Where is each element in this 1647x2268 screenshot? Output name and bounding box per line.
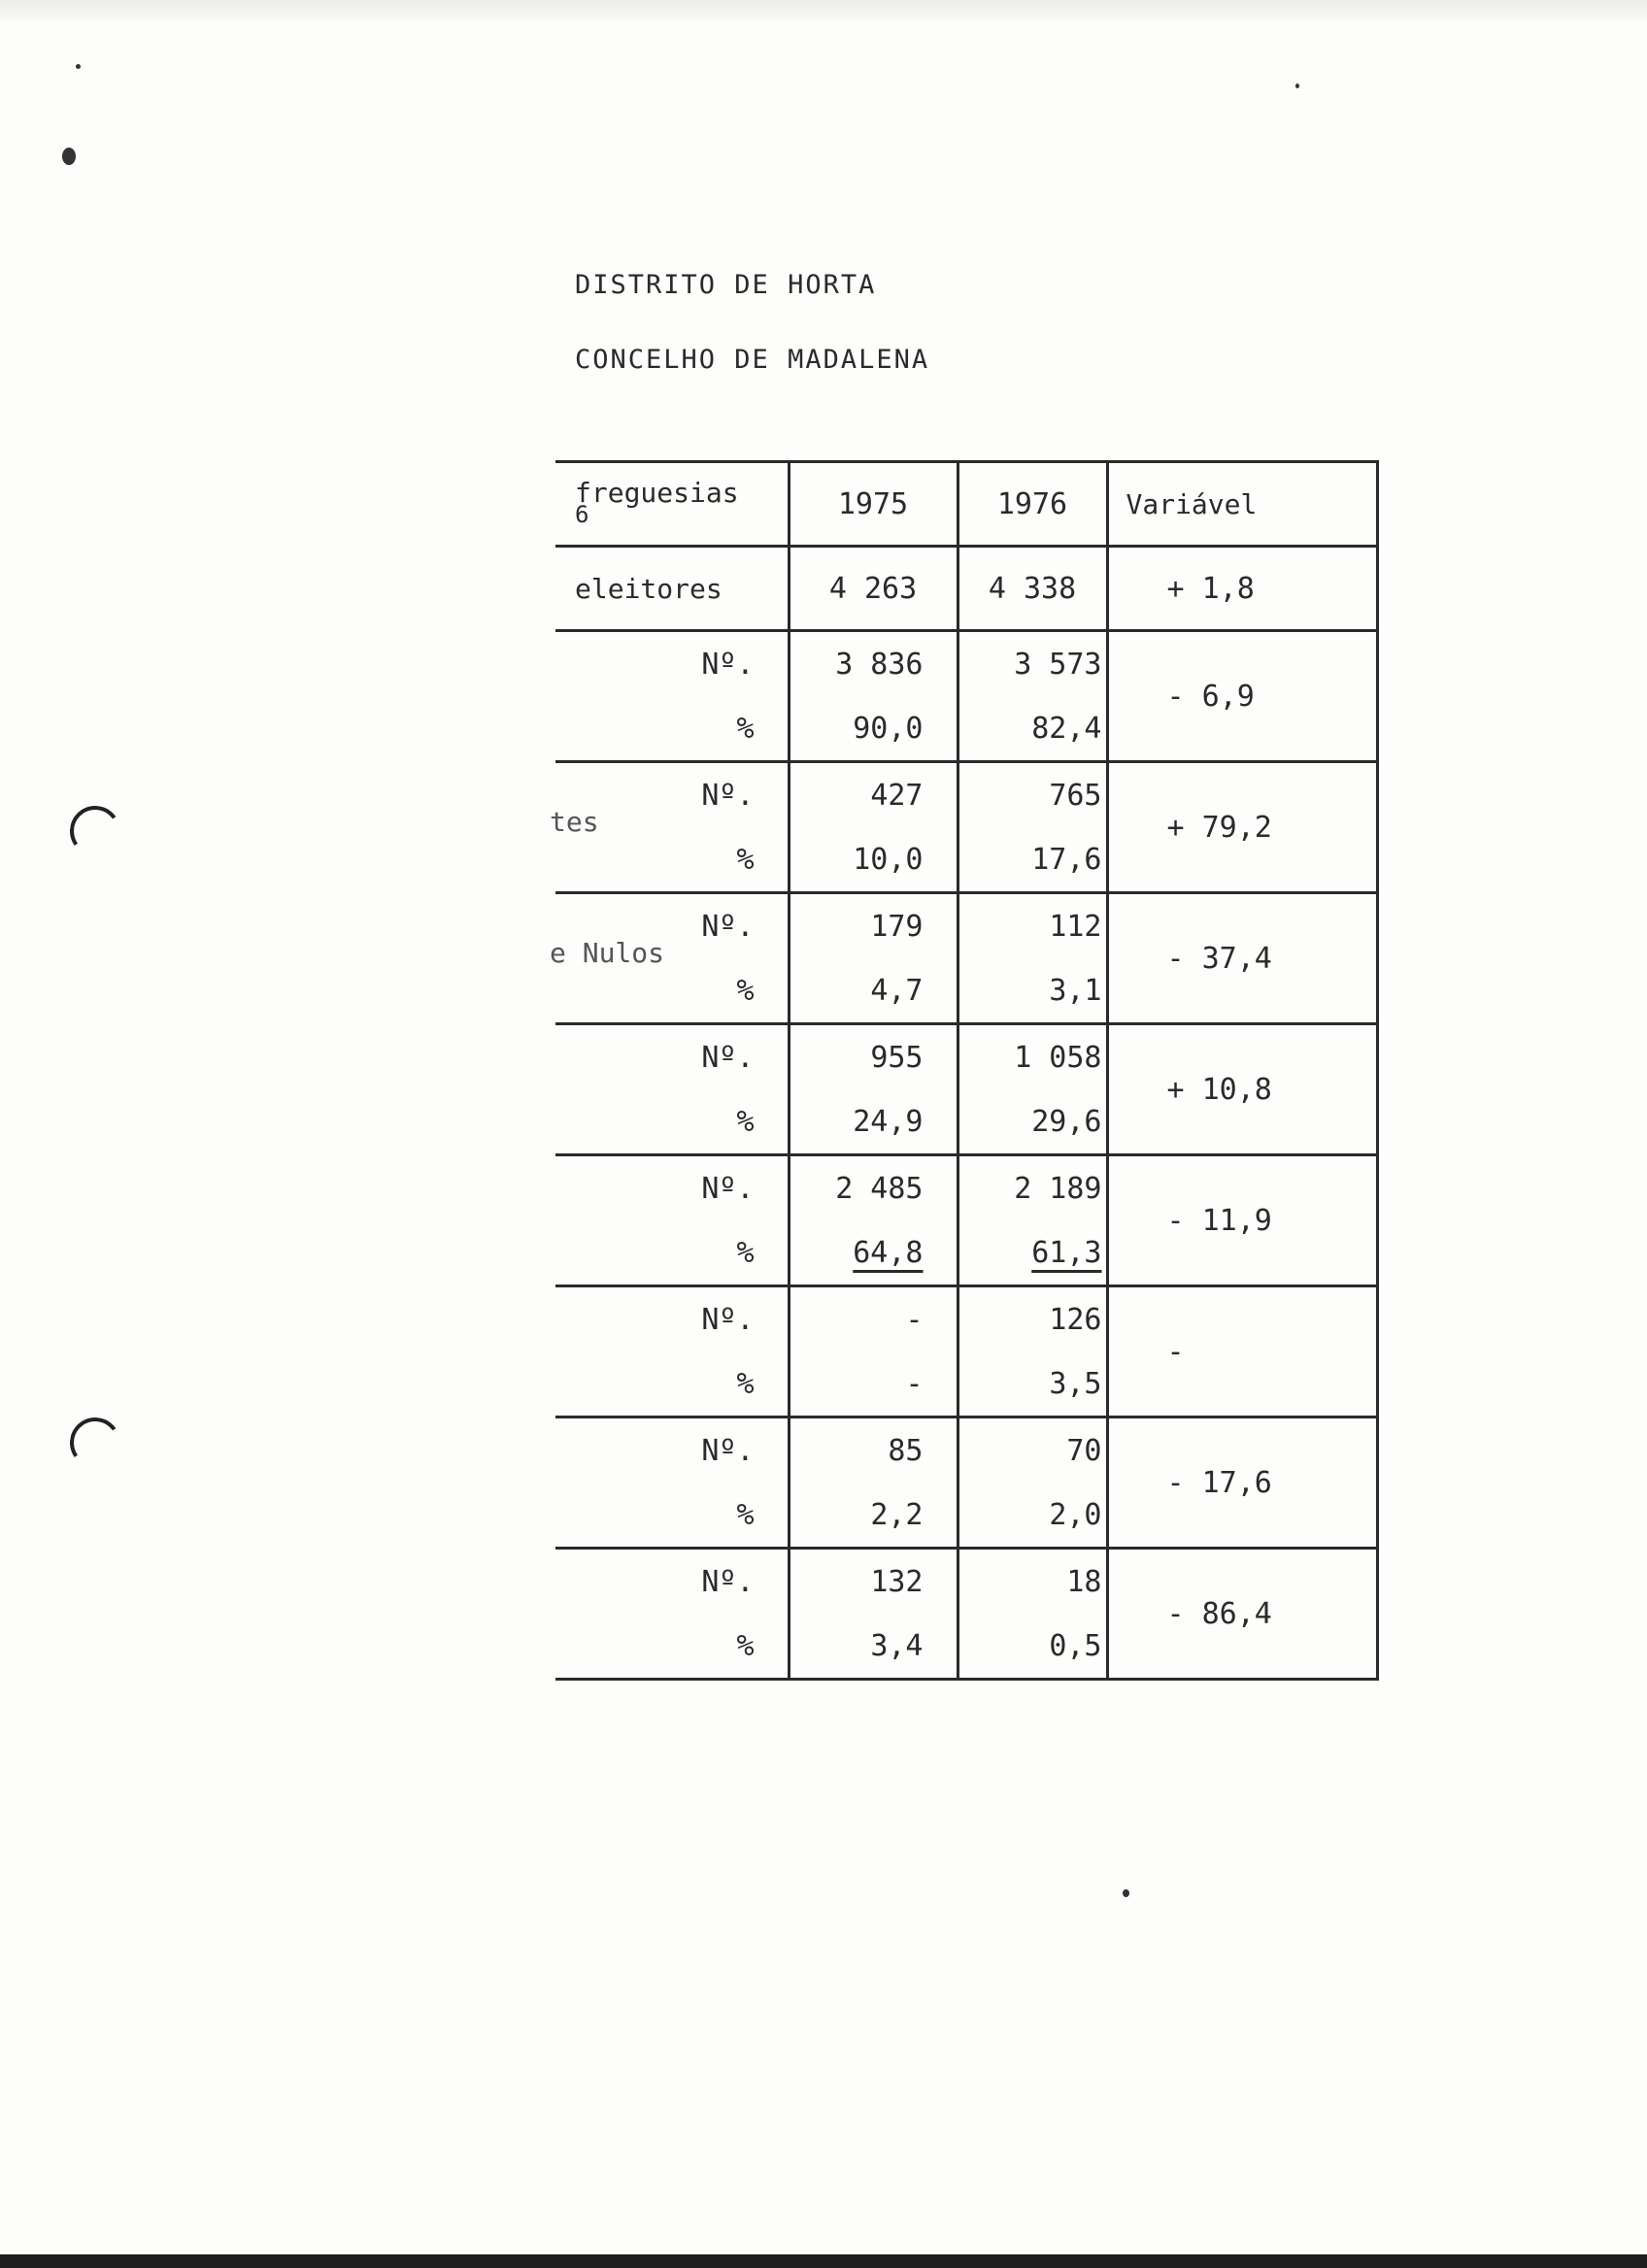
count-1976: 18 xyxy=(1066,1564,1102,1599)
count-1975: - xyxy=(905,1302,924,1337)
count-1975: 179 xyxy=(870,909,924,944)
ink-speck xyxy=(1123,1889,1129,1897)
count-1976: 765 xyxy=(1049,778,1102,813)
variation-value: - 6,9 xyxy=(1107,631,1377,762)
percent-1975: 10,0 xyxy=(853,842,924,877)
row-label-cell: Nº. % e Nulos xyxy=(555,893,789,1024)
row-unit-number: Nº. xyxy=(701,778,755,813)
row-unit-number: Nº. xyxy=(701,1040,755,1075)
row-unit-number: Nº. xyxy=(701,1302,755,1337)
ink-speck xyxy=(1295,83,1299,88)
values-1975 xyxy=(789,1155,958,1286)
count-1975: 85 xyxy=(888,1433,924,1468)
values-1975 xyxy=(789,631,958,762)
count-1976: 3 573 xyxy=(1014,647,1102,682)
variation-value: + 79,2 xyxy=(1107,762,1377,893)
values-1975 xyxy=(789,1549,958,1680)
percent-1975: 64,8 xyxy=(853,1235,924,1270)
percent-1976: 29,6 xyxy=(1031,1104,1102,1139)
count-1975: 3 836 xyxy=(835,647,924,682)
table-row xyxy=(555,1155,1377,1286)
election-results-table xyxy=(550,460,1379,1681)
percent-1975: - xyxy=(905,1366,924,1401)
row-label-cell xyxy=(555,1549,789,1680)
percent-1975: 3,4 xyxy=(870,1628,924,1663)
ink-speck xyxy=(62,148,76,165)
district-heading: DISTRITO DE HORTA xyxy=(575,270,877,300)
table-row xyxy=(555,631,1377,762)
table-row xyxy=(555,1549,1377,1680)
percent-1976: 0,5 xyxy=(1049,1628,1102,1663)
row-label-cell xyxy=(555,1024,789,1155)
column-header-label-text: freguesias xyxy=(575,477,739,509)
row-unit-number: Nº. xyxy=(701,1171,755,1206)
values-1976 xyxy=(958,762,1107,893)
values-1975 xyxy=(789,893,958,1024)
column-header-1976: 1976 xyxy=(958,462,1107,547)
column-header-label-sub: 6 xyxy=(575,501,589,528)
row-label-cell: Nº. % tes xyxy=(555,762,789,893)
punch-hole-mark xyxy=(66,802,124,860)
row-label-cell xyxy=(555,1155,789,1286)
values-1975 xyxy=(789,1024,958,1155)
variation-value: - 37,4 xyxy=(1107,893,1377,1024)
row-unit-number: Nº. xyxy=(701,647,755,682)
column-header-variation: Variável xyxy=(1107,462,1377,547)
variation-value: - 17,6 xyxy=(1107,1418,1377,1549)
punch-hole-mark xyxy=(66,1414,124,1472)
row-unit-percent: % xyxy=(736,973,755,1008)
electors-row xyxy=(555,547,1377,631)
row-unit-percent: % xyxy=(736,1235,755,1270)
electors-1975: 4 263 xyxy=(789,547,958,631)
variation-value: + 10,8 xyxy=(1107,1024,1377,1155)
count-1975: 427 xyxy=(870,778,924,813)
percent-1976: 3,5 xyxy=(1049,1366,1102,1401)
scan-edge-top xyxy=(0,0,1647,21)
percent-1976: 61,3 xyxy=(1031,1235,1102,1270)
percent-1976: 17,6 xyxy=(1031,842,1102,877)
percent-1976: 82,4 xyxy=(1031,711,1102,746)
row-label-cell xyxy=(555,631,789,762)
row-unit-percent: % xyxy=(736,842,755,877)
row-unit-percent: % xyxy=(736,1497,755,1532)
count-1976: 126 xyxy=(1049,1302,1102,1337)
count-1976: 1 058 xyxy=(1014,1040,1102,1075)
values-1975 xyxy=(789,1418,958,1549)
scan-edge-bottom xyxy=(0,2254,1647,2268)
count-1976: 112 xyxy=(1049,909,1102,944)
column-header-label xyxy=(555,462,789,547)
values-1976 xyxy=(958,1549,1107,1680)
count-1976: 70 xyxy=(1066,1433,1102,1468)
count-1975: 132 xyxy=(870,1564,924,1599)
row-label-cell xyxy=(555,1418,789,1549)
values-1975 xyxy=(789,762,958,893)
count-1975: 955 xyxy=(870,1040,924,1075)
values-1976 xyxy=(958,893,1107,1024)
count-1976: 2 189 xyxy=(1014,1171,1102,1206)
values-1975 xyxy=(789,1286,958,1418)
percent-1975: 2,2 xyxy=(870,1497,924,1532)
percent-1975: 4,7 xyxy=(870,973,924,1008)
ink-speck xyxy=(76,64,81,69)
table-header-row xyxy=(555,462,1377,547)
row-unit-number: Nº. xyxy=(701,909,755,944)
table-row xyxy=(555,1286,1377,1418)
table-row xyxy=(555,893,1377,1024)
table-row xyxy=(555,1024,1377,1155)
count-1975: 2 485 xyxy=(835,1171,924,1206)
percent-1976: 2,0 xyxy=(1049,1497,1102,1532)
electors-label: eleitores xyxy=(555,547,789,631)
row-unit-percent: % xyxy=(736,711,755,746)
variation-value: - 86,4 xyxy=(1107,1549,1377,1680)
variation-value: - xyxy=(1107,1286,1377,1418)
values-1976 xyxy=(958,1286,1107,1418)
row-unit-percent: % xyxy=(736,1628,755,1663)
electors-1976: 4 338 xyxy=(958,547,1107,631)
table-row xyxy=(555,762,1377,893)
municipality-heading: CONCELHO DE MADALENA xyxy=(575,345,930,375)
row-unit-number: Nº. xyxy=(701,1564,755,1599)
row-unit-number: Nº. xyxy=(701,1433,755,1468)
percent-1976: 3,1 xyxy=(1049,973,1102,1008)
values-1976 xyxy=(958,631,1107,762)
percent-1975: 24,9 xyxy=(853,1104,924,1139)
percent-1975: 90,0 xyxy=(853,711,924,746)
column-header-1975: 1975 xyxy=(789,462,958,547)
row-unit-percent: % xyxy=(736,1366,755,1401)
electors-variation: + 1,8 xyxy=(1107,547,1377,631)
values-1976 xyxy=(958,1418,1107,1549)
row-label-cell xyxy=(555,1286,789,1418)
row-unit-percent: % xyxy=(736,1104,755,1139)
variation-value: - 11,9 xyxy=(1107,1155,1377,1286)
values-1976 xyxy=(958,1024,1107,1155)
table-row xyxy=(555,1418,1377,1549)
values-1976 xyxy=(958,1155,1107,1286)
